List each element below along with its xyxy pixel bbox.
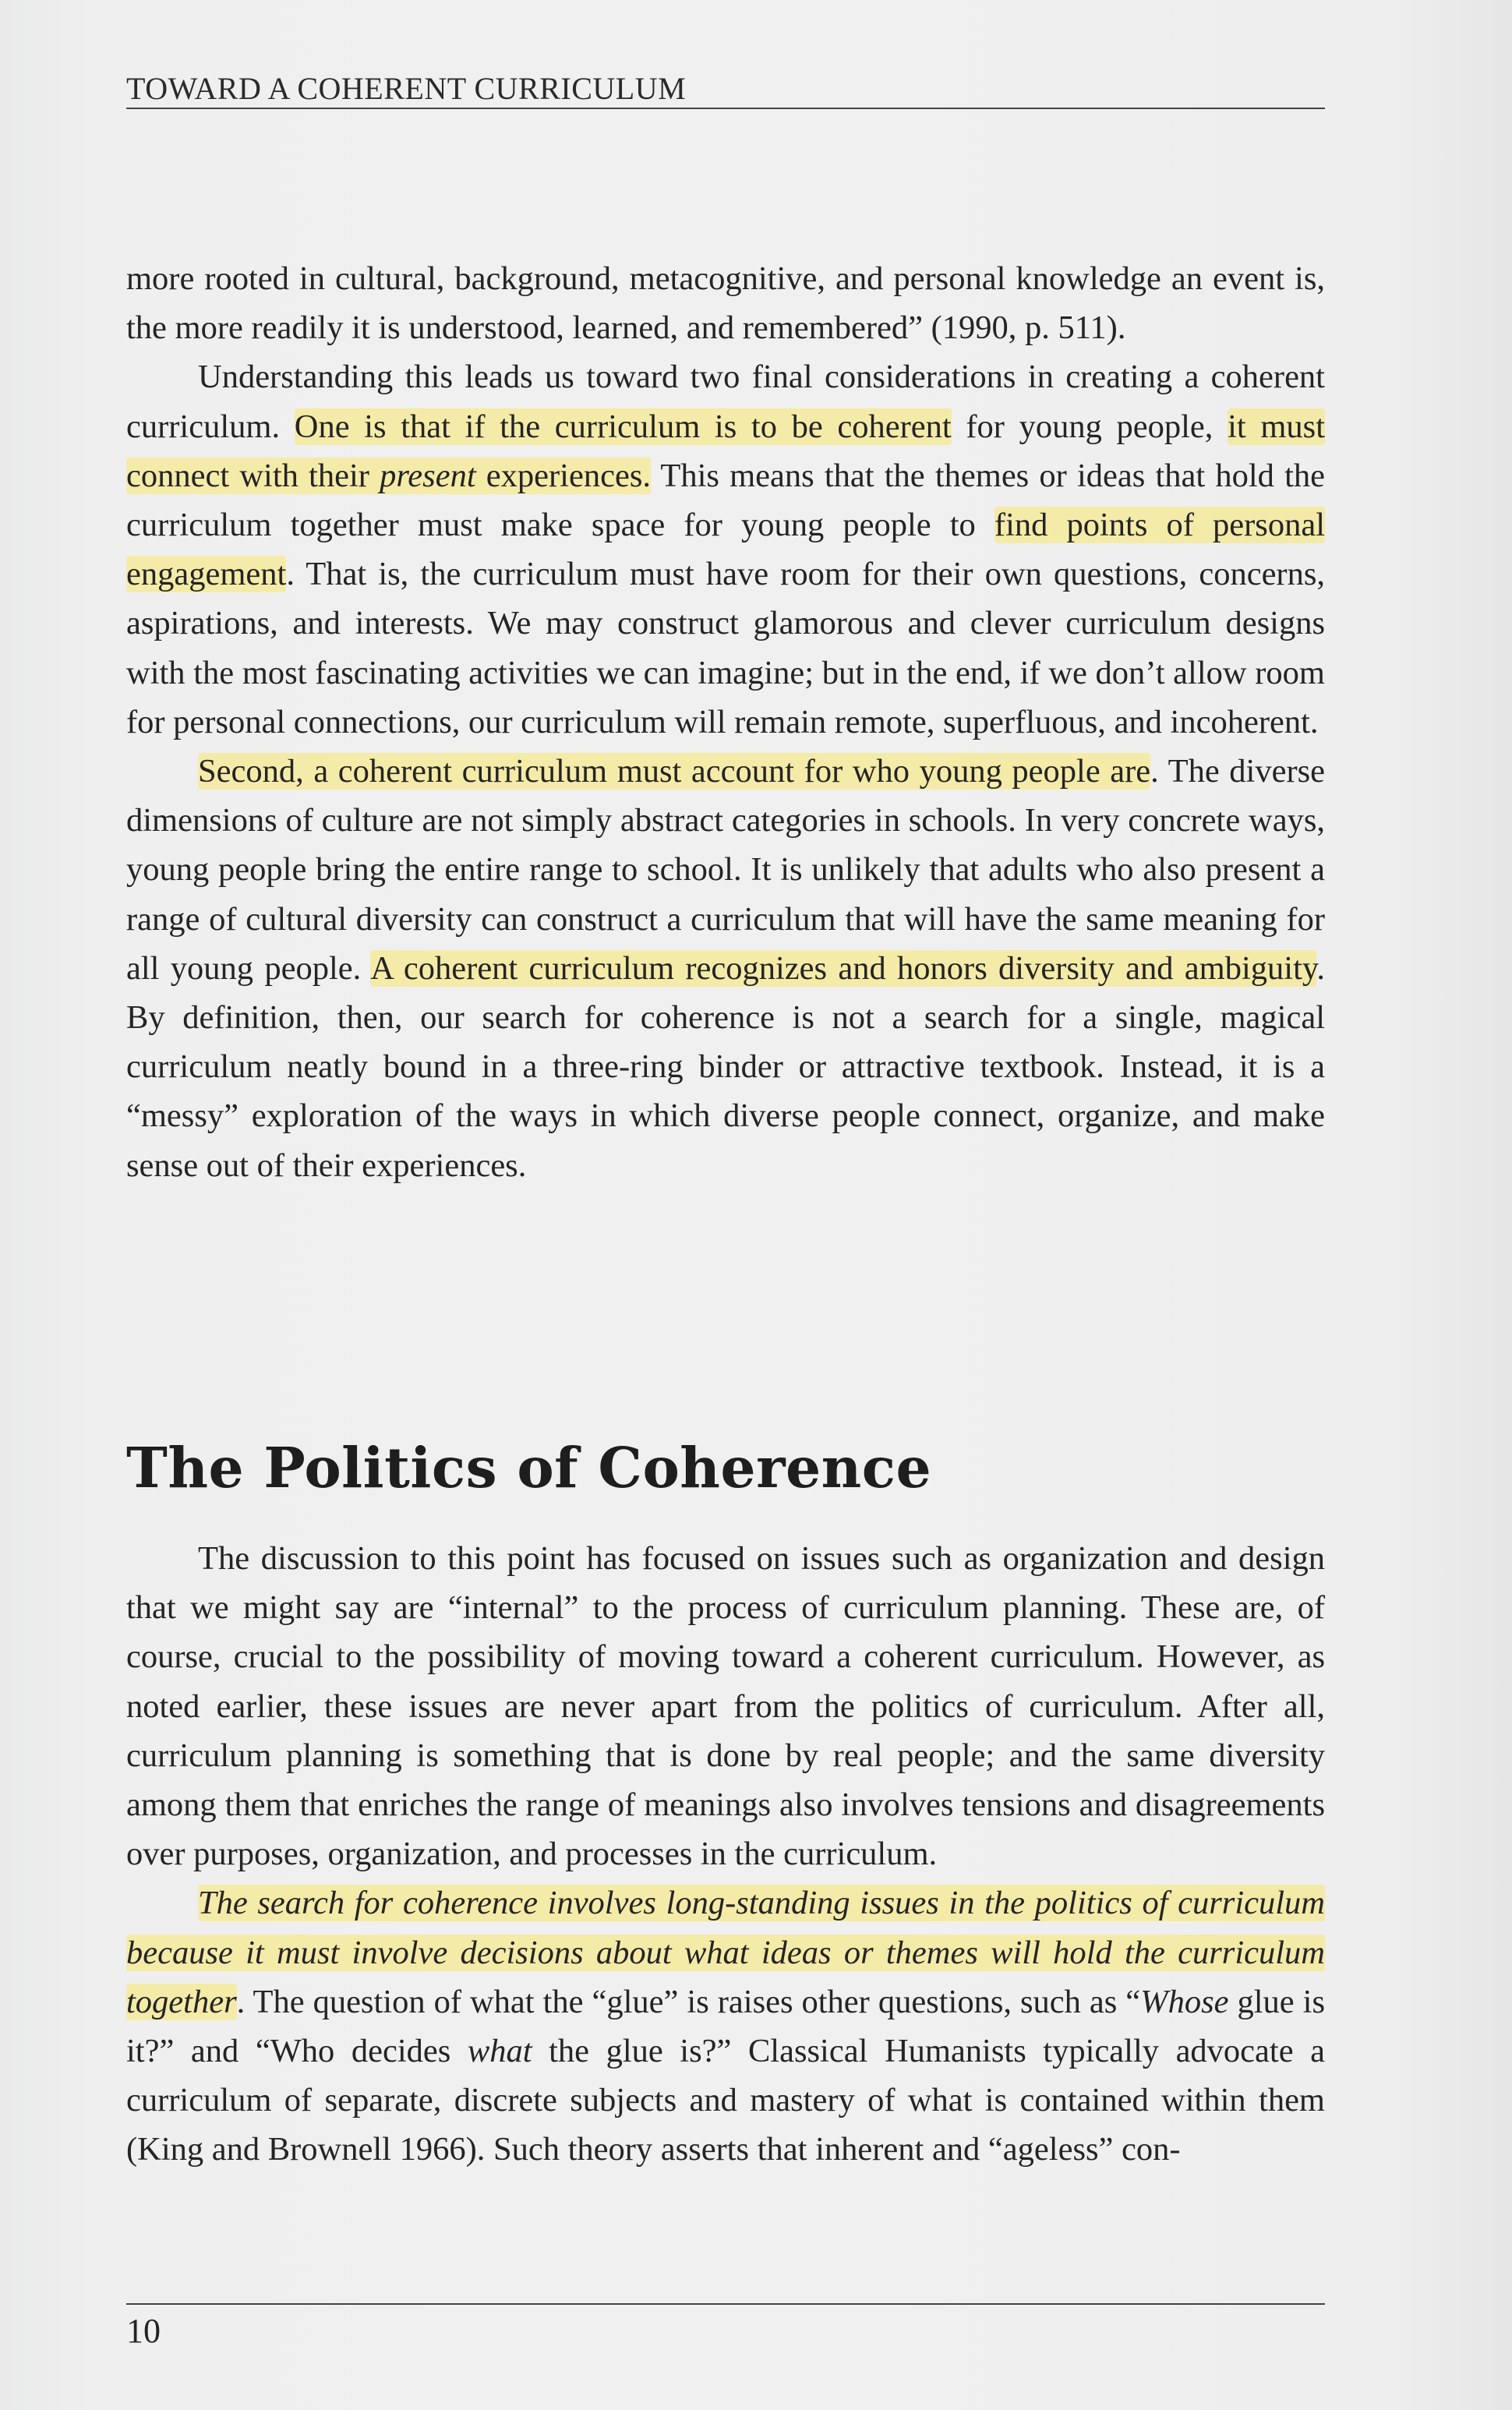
section-2-body	[126, 1534, 1325, 2175]
section-1-body	[126, 254, 1325, 1190]
highlight-emphasis: The search for coherence involves long-standing issues in the politics of curriculum because it must involve decisions about what ideas or themes will hold the curriculum together	[126, 1885, 1325, 2020]
text-run: . By definition, then, our search for coherence is not a search for a single, magical curriculum neatly bound in a three-ring binder or attractive textbook. Instead, it is a “messy” exploration of the ways in which diverse people connect, organize, and make sense out of their experiences.	[126, 949, 1326, 1184]
text-run: for young people,	[951, 408, 1228, 445]
text-run: . The diverse dimensions of culture are not simply abstract categories in schools. In very concrete ways, young people bring the entire range to school. It is unlikely that adults who also present a range of cultural diversity can construct a curriculum that will have the same meaning for all young people.	[126, 753, 1325, 987]
paragraph-1: more rooted in cultural, background, metacognitive, and personal knowledge an event is, the more readily it is understood, learned, and remembered” (1990, p. 511).	[126, 260, 1325, 347]
paragraph-5	[126, 1878, 1325, 2174]
highlight: A coherent curriculum recognizes and honors diversity and ambiguity	[370, 949, 1317, 987]
section-heading: The Politics of Coherence	[126, 1435, 932, 1500]
text-run: Understanding this leads us toward two final considerations in creating a coherent curriculum.	[126, 359, 1325, 445]
text-run: the glue is?” Classical Humanists typically advocate a curriculum of separate, discrete subjects and mastery of what is contained within them (King and Brownell 1966). Such theory asserts that inherent and “ageless” con-	[126, 2033, 1326, 2168]
emphasis: present	[380, 457, 476, 494]
text-run: . The question of what the “glue” is raises other questions, such as “	[236, 1983, 1141, 2020]
emphasis: what	[467, 2033, 532, 2070]
paragraph-3	[126, 747, 1325, 1190]
text-run: . That is, the curriculum must have room for their own questions, concerns, aspirations, and interests. We may construct glamorous and clever curriculum designs with the most fascinating activities we can imagine; but in the end, if we don’t allow room for personal connections, our curriculum will remain remote, superfluous, and incoherent.	[126, 556, 1325, 740]
highlight: One is that if the curriculum is to be coherent	[294, 408, 952, 445]
text-run: glue is it?” and “Who decides	[126, 1983, 1325, 2070]
text-run: it must connect with their	[126, 408, 1326, 494]
highlight: Second, a coherent curriculum must account for who young people are	[198, 753, 1151, 790]
highlight: find points of personal engagement	[126, 507, 1325, 593]
header-rule	[126, 108, 1325, 109]
paragraph-2	[126, 352, 1325, 747]
paragraph-4: The discussion to this point has focused on issues such as organization and design that we might say are “internal” to the process of curriculum planning. These are, of course, crucial to the possibility of moving toward a coherent curriculum. However, as noted earlier, these issues are never apart from the politics of curriculum. After all, curriculum planning is something that is done by real people; and the same diversity among them that enriches the range of meanings also involves tensions and disagreements over purposes, organization, and processes in the curriculum.	[126, 1540, 1325, 1873]
text-run: experiences.	[475, 457, 651, 494]
running-head: TOWARD A COHERENT CURRICULUM	[126, 71, 687, 106]
text-run: This means that the themes or ideas that hold the curriculum together must make space for young people to	[126, 457, 1325, 544]
page-number: 10	[126, 2312, 161, 2350]
footer-rule	[126, 2303, 1325, 2305]
emphasis: Whose	[1140, 1983, 1229, 2020]
